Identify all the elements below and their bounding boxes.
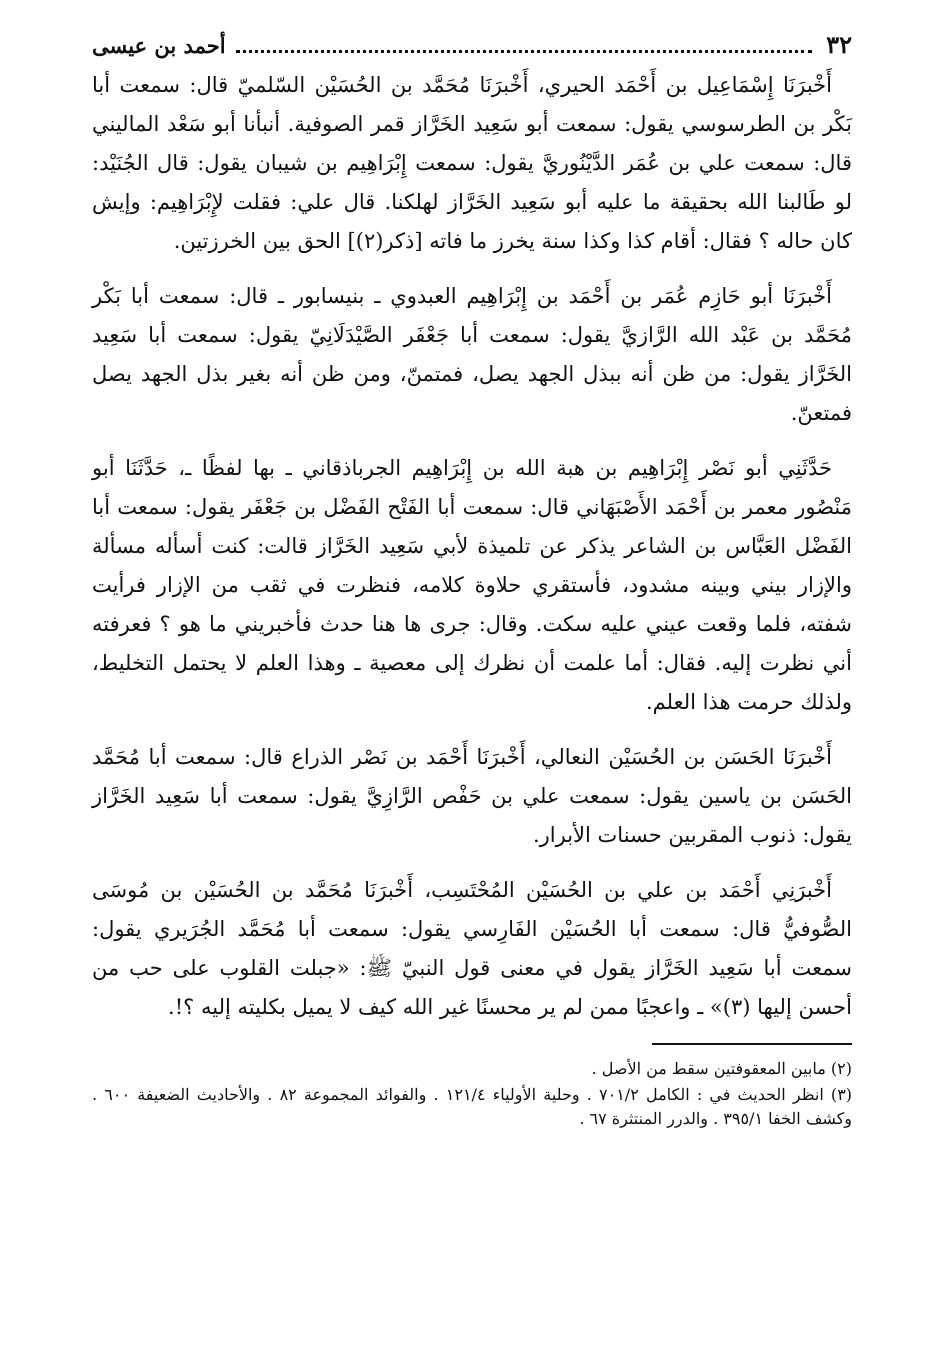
footnote-2: (٢) مابين المعقوفتين سقط من الأصل . <box>591 1059 852 1078</box>
paragraph-3: حَدَّثَنِي أبو نَصْر إِبْرَاهِيم بن هبة الله بن إِبْرَاهِيم الجرباذقاني ـ بها لفظًا ـ، حَدَّثَنَا أبو مَنْصُور معمر بن أَحْمَد الأَصْبَهَاني قال: سمعت أبا الفَتْح الفَضْل بن جَعْفَر يقول: سمعت أبا الفَضْل العَبَّاس بن الشاعر يذكر عن تلميذة لأبي سَعِيد الخَرَّاز قالت: كنت أسأله مسألة والإزار بيني وبينه مشدود، فأستقري حلاوة كلامه، فنظرت في ثقب من الإزار فرأيت شفته، فلما وقعت عيني عليه سكت. وقال: جرى ها هنا حدث فأخبريني ما هو ؟ فعرفته أني نظرت إليه. فقال: أما علمت أن نظرك إلى معصية ـ وهذا العلم لا يحتمل التخليط، ولذلك حرمت هذا العلم. <box>92 456 852 714</box>
footnotes <box>92 1057 852 1131</box>
book-page <box>92 30 852 1133</box>
paragraph-1: أَخْبرَنَا إِسْمَاعِيل بن أَحْمَد الحيري، أَخْبرَنَا مُحَمَّد بن الحُسَيْن السّلميّ قال: سمعت أبا بَكْر بن الطرسوسي يقول: سمعت أبو سَعِيد الخَرَّاز قمر الصوفية. أنبأنا أبو سَعْد الماليني قال: سمعت علي بن عُمَر الدَّيْنُوريَّ يقول: سمعت إِبْرَاهِيم بن شيبان يقول: قال الجُنَيْد: لو طَالبنا الله بحقيقة ما عليه أبو سَعِيد الخَرَّاز لهلكنا. قال علي: فقلت لإِبْرَاهِيم: وإيش كان حاله ؟ فقال: أقام كذا وكذا سنة يخرز ما فاته [ذكر(٢)] الحق بين الخرزتين. <box>92 73 852 253</box>
running-title: أحمد بن عيسى <box>92 33 226 58</box>
paragraph-5: أَخْبرَنِي أَحْمَد بن علي بن الحُسَيْن المُحْتَسِب، أَخْبرَنَا مُحَمَّد بن الحُسَيْن بن مُوسَى الصُّوفيُّ قال: سمعت أبا الحُسَيْن الفَارِسي يقول: سمعت أبا مُحَمَّد الجُرَيري يقول: سمعت أبا سَعِيد الخَرَّاز يقول في معنى قول النبيّ ﷺ: «جبلت القلوب على حب من أحسن إليها (٣)» ـ واعجبًا ممن لم ير محسنًا غير الله كيف لا يميل بكليته إليه ؟!. <box>92 878 852 1019</box>
running-head <box>92 30 852 64</box>
footnote-3: (٣) انظر الحديث في : الكامل ٧٠١/٢ . وحلية الأولياء ١٢١/٤ . والفوائد المجموعة ٨٢ . والأحاديث الضعيفة ٦٠٠ . وكشف الخفا ٣٩٥/١ . والدرر المنتثرة ٦٧ . <box>92 1085 853 1128</box>
dotted-leader <box>236 49 813 53</box>
paragraph-2: أَخْبرَنَا أبو حَازِم عُمَر بن أَحْمَد بن إِبْرَاهِيم العبدوي ـ بنيسابور ـ قال: سمعت أبا بَكْر مُحَمَّد بن عَبْد الله الرَّازيَّ يقول: سمعت أبا جَعْفَر الصَّيْدَلَانِيّ يقول: سمعت أبا سَعِيد الخَرَّاز يقول: من ظن أنه ببذل الجهد يصل، فمتمنّ، ومن ظن أنه بغير بذل الجهد يصل فمتعنّ. <box>92 284 852 425</box>
page-number: ٣٢ <box>826 30 852 59</box>
footnote-separator <box>652 1043 852 1045</box>
paragraph-4: أَخْبرَنَا الحَسَن بن الحُسَيْن النعالي، أَخْبرَنَا أَحْمَد بن نَصْر الذراع قال: سمعت أبا مُحَمَّد الحَسَن بن ياسين يقول: سمعت علي بن حَفْص الرَّازِيَّ يقول: سمعت أبا سَعِيد الخَرَّاز يقول: ذنوب المقربين حسنات الأبرار. <box>92 745 852 847</box>
body-text <box>92 66 852 1027</box>
